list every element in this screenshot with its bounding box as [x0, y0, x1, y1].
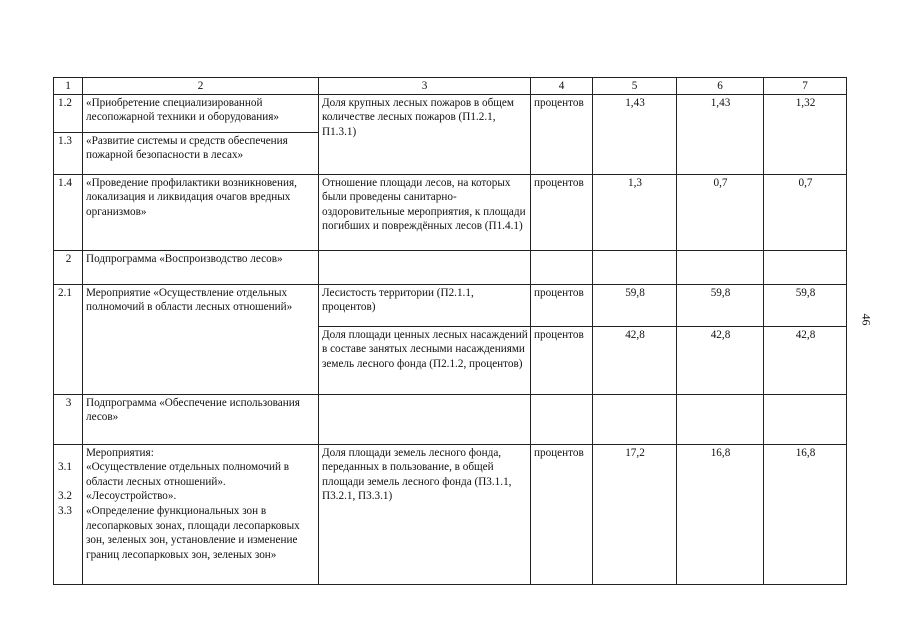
indicator-cell: Отношение площади лесов, на которых были проведены санитарно-оздоровительные мероприятия, к площади погибших и повреждённых лесов (П1.4.1) [319, 174, 531, 250]
value-col7: 0,7 [764, 174, 847, 250]
header-cell-5: 5 [593, 78, 677, 95]
measure-3-3: «Определение функциональных зон в лесопарковых зонах, площади лесопарковых зон, зеленых зон, установление и изменение границ лесопарковых зон, зеленых зон» [86, 504, 300, 561]
empty-cell [764, 394, 847, 444]
value-col7: 1,32 [764, 94, 847, 174]
row-name: Мероприятие «Осуществление отдельных полномочий в области лесных отношений» [83, 284, 319, 394]
empty-cell [764, 250, 847, 284]
value-col6: 0,7 [677, 174, 764, 250]
empty-cell [677, 394, 764, 444]
table-row [54, 174, 847, 250]
value-col6: 16,8 [677, 444, 764, 584]
row-name: Подпрограмма «Обеспечение использования лесов» [83, 394, 319, 444]
value-col5: 1,43 [593, 94, 677, 174]
table-row [54, 394, 847, 444]
empty-cell [677, 250, 764, 284]
value-col5: 42,8 [593, 326, 677, 394]
row-id [54, 444, 83, 584]
empty-cell [593, 394, 677, 444]
header-cell-1: 1 [54, 78, 83, 95]
table-row [54, 284, 847, 326]
header-cell-6: 6 [677, 78, 764, 95]
row-id: 1.2 [54, 94, 83, 132]
row-id-3-2: 3.2 [58, 490, 72, 503]
indicators-table [53, 77, 847, 585]
header-cell-7: 7 [764, 78, 847, 95]
value-col7: 59,8 [764, 284, 847, 326]
value-col7: 42,8 [764, 326, 847, 394]
value-col5: 59,8 [593, 284, 677, 326]
header-row [54, 78, 847, 95]
measures-intro: Мероприятия: [86, 446, 154, 459]
unit-cell: процентов [531, 444, 593, 584]
row-id-3-3: 3.3 [58, 504, 72, 517]
unit-cell: процентов [531, 94, 593, 174]
empty-cell [319, 250, 531, 284]
header-cell-3: 3 [319, 78, 531, 95]
table-row [54, 250, 847, 284]
value-col7: 16,8 [764, 444, 847, 584]
header-cell-4: 4 [531, 78, 593, 95]
unit-cell: процентов [531, 174, 593, 250]
row-name: «Развитие системы и средств обеспечения пожарной безопасности в лесах» [83, 132, 319, 174]
indicator-cell: Доля крупных лесных пожаров в общем количестве лесных пожаров (П1.2.1, П1.3.1) [319, 94, 531, 174]
indicator-cell: Лесистость территории (П2.1.1, процентов) [319, 284, 531, 326]
indicator-cell: Доля площади ценных лесных насаждений в составе занятых лесными насаждениями земель лесного фонда (П2.1.2, процентов) [319, 326, 531, 394]
value-col6: 59,8 [677, 284, 764, 326]
empty-cell [531, 394, 593, 444]
unit-cell: процентов [531, 284, 593, 326]
unit-cell: процентов [531, 326, 593, 394]
table-row [54, 94, 847, 132]
value-col5: 1,3 [593, 174, 677, 250]
header-cell-2: 2 [83, 78, 319, 95]
row-id: 1.4 [54, 174, 83, 250]
value-col6: 1,43 [677, 94, 764, 174]
page-number: 46 [859, 313, 874, 326]
value-col5: 17,2 [593, 444, 677, 584]
empty-cell [319, 394, 531, 444]
row-id: 2.1 [54, 284, 83, 394]
empty-cell [531, 250, 593, 284]
row-name: Подпрограмма «Воспроизводство лесов» [83, 250, 319, 284]
table-row [54, 444, 847, 584]
measure-3-1: «Осуществление отдельных полномочий в области лесных отношений». [86, 461, 290, 488]
measure-3-2: «Лесоустройство». [86, 490, 177, 503]
row-id-3-1: 3.1 [58, 461, 72, 474]
row-name: «Проведение профилактики возникновения, локализация и ликвидация очагов вредных организмов» [83, 174, 319, 250]
value-col6: 42,8 [677, 326, 764, 394]
indicator-cell: Доля площади земель лесного фонда, переданных в пользование, в общей площади земель лесного фонда (П3.1.1, П3.2.1, П3.3.1) [319, 444, 531, 584]
row-name [83, 444, 319, 584]
row-name: «Приобретение специализированной лесопожарной техники и оборудования» [83, 94, 319, 132]
empty-cell [593, 250, 677, 284]
row-id: 2 [54, 250, 83, 284]
row-id: 3 [54, 394, 83, 444]
row-id: 1.3 [54, 132, 83, 174]
